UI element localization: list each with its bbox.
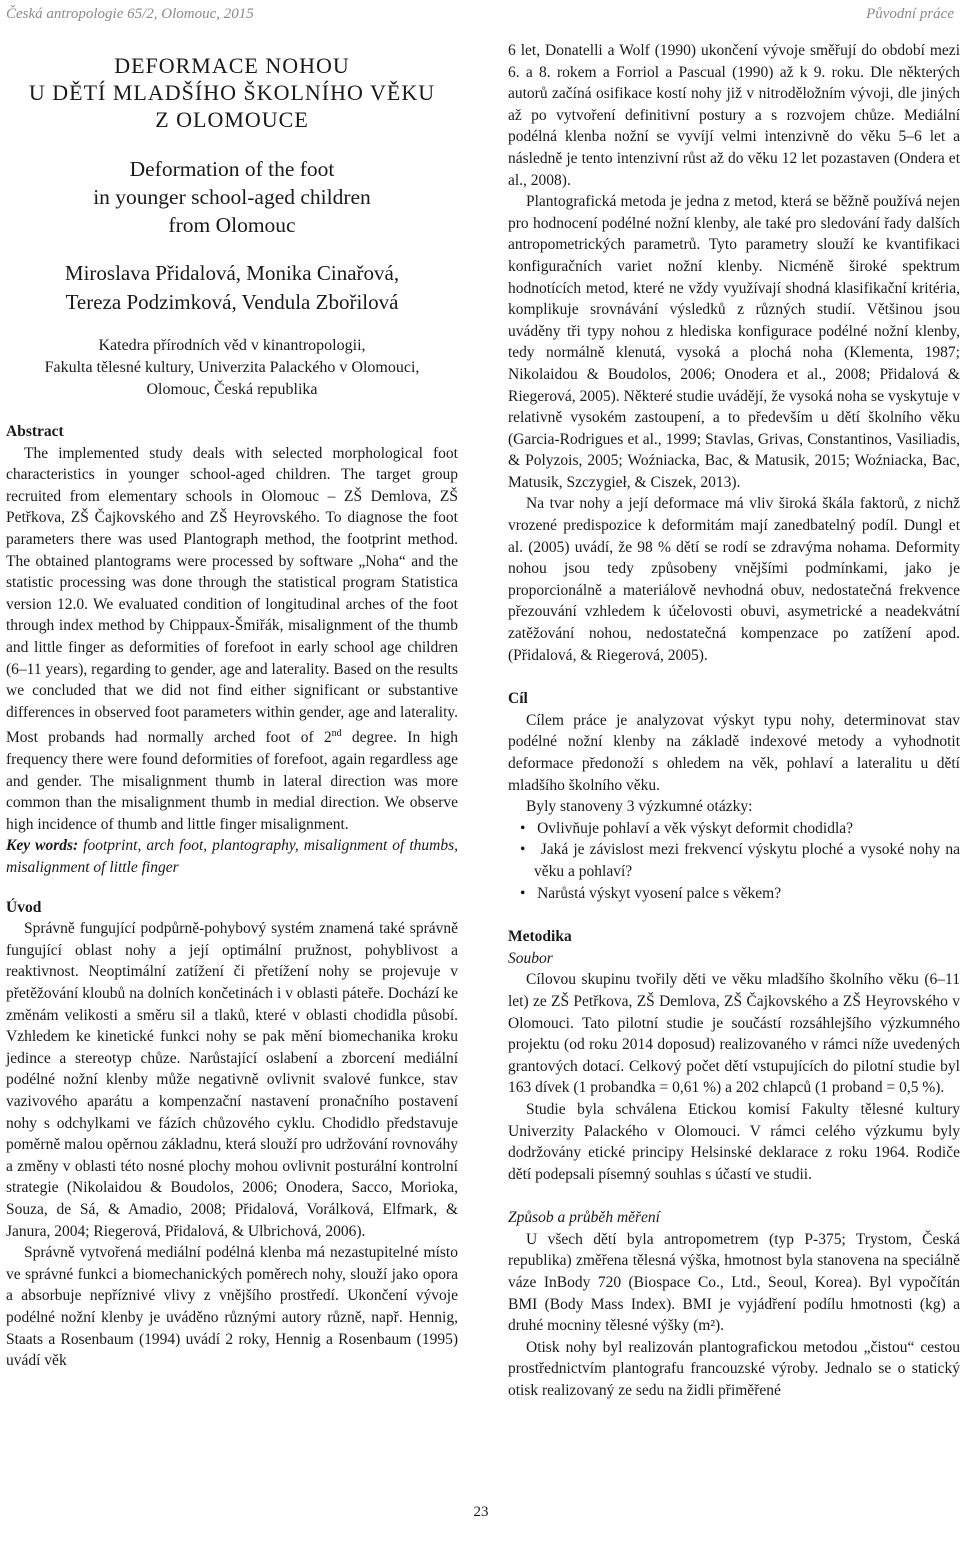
article-type-header: Původní práce: [866, 6, 954, 22]
aim-heading: Cíl: [508, 690, 528, 708]
methods-paragraph-2: Studie byla schválena Etickou komisí Fakulty tělesné kultury Univerzity Palackého v Olomouci. V rámci celého výzkumu byly dodržovány etické principy Helsinské deklarace z roku 1964. Rodiče dětí podepsali písemný souhlas s účastí ve studii.: [508, 1100, 960, 1183]
journal-header: Česká antropologie 65/2, Olomouc, 2015: [6, 6, 254, 22]
abstract-heading: Abstract: [6, 423, 64, 440]
intro-paragraph-3: Plantografická metoda je jedna z metod, která se běžně používá nejen pro hodnocení podélné nožní klenby, ale také pro sledování řady dalších antropometrických parametrů. Tyto parametry slouží ke kvantifikaci konfiguračních variet nožní klenby. Nicméně široké spektrum hodnotících metod, které ne vždy využívají shodná klasifikační kritéria, komplikuje srovnávání výsledků z různých studií. Většinou jsou uváděny tři typy nohou z hlediska konfigurace podélné nožní klenby, tedy normálně klenutá, vysoká a plochá noha (Klementa, 1987; Nikolaidou & Boudolos, 2006; Onodera et al., 2008; Přidalová & Riegerová, 2005). Některé studie uvádějí, že vysoká noha se vyskytuje v relativně vysokém zastoupení, a to především u dětí školního věku (Garcia-Rodrigues et al., 1999; Stavlas, Grivas, Constantinos, Vasiliadis, & Polyzois, 2005; Woźniacka, Bac, & Matusik, 2015; Woźniacka, Bac, Matusik, Szczygieł, & Ciszek, 2013).: [508, 193, 960, 491]
intro-paragraph-4: Na tvar nohy a její deformace má vliv široká škála faktorů, z nichž vrozené predispozice k deformitám mají zanedbatelný podíl. Dungl et al. (2005) uvádí, že 98 % dětí se rodí se zdravýma nohama. Deformity nohou jsou tedy způsobeny vnějšími podmínkami, jako je proporcionálně a materiálově nevhodná obuv, nedostatečná frekvence přezouvání vzhledem k účelovosti obuvi, asymetrické a neadekvátní zatěžování nohou, nedostatečná kompenzace po zatížení apod. (Přidalová, & Riegerová, 2005).: [508, 495, 960, 664]
aim-question-2: • Jaká je závislost mezi frekvencí výskytu ploché a vysoké nohy na věku a pohlaví?: [520, 841, 960, 880]
abstract-text: The implemented study deals with selected morphological foot characteristics in younger school-aged children. The target group recruited from elementary schools in Olomouc – ZŠ Demlova, ZŠ Petřkova, ZŠ Čajkovského and ZŠ Heyrovského. To diagnose the foot parameters there was used Plantograph method, the footprint method. The obtained plantograms were processed by software „Noha“ and the statistic processing was done through the statistical program Statistica version 12.0. We evaluated condition of longitudinal arches of the foot through index method by Chippaux-Šmiřák, misalignment of the thumb and little finger as deformities of forefoot in early school age children (6–11 years), regarding to gender, age and laterality. Based on the results we concluded that we did not find either significant or substantive differences in observed foot parameters within gender, age and laterality. Most probands had normally arched foot of 2nd degree. In high frequency there were found deformities of forefoot, again regardless age and gender. The misalignment thumb in lateral direction was more common than the misalignment thumb in medial direction. We observe high incidence of thumb and little finger misalignment.: [6, 444, 458, 833]
aim-question-3: • Narůstá výskyt vyosení palce s věkem?: [520, 884, 782, 902]
title-english: Deformation of the foot in younger school-aged children from Olomouc: [93, 157, 371, 237]
title-czech: DEFORMACE NOHOU U DĚTÍ MLADŠÍHO ŠKOLNÍHO VĚKU Z OLOMOUCE: [28, 53, 436, 132]
aim-paragraph-1: Cílem práce je analyzovat výskyt typu nohy, determinovat stav podélné nožní klenby na základě indexové metody a vyhodnotit deformace předonoží s ohledem na věk, pohlaví a lateralitu u dětí mladšího školního věku.: [508, 711, 960, 794]
methods-subheading-procedure: Způsob a průběh měření: [508, 1209, 660, 1227]
keywords: Key words: footprint, arch foot, plantography, misalignment of thumbs, misalignment of little finger: [6, 837, 458, 877]
intro-heading: Úvod: [6, 898, 42, 916]
methods-heading: Metodika: [508, 928, 572, 946]
methods-paragraph-4: Otisk nohy byl realizován plantografickou metodou „čistou“ cestou prostřednictvím plantografu francouzské výroby. Jednalo se o statický otisk realizovaný ze sedu na židli přiměřené: [508, 1338, 960, 1400]
intro-paragraph-2: Správně vytvořená mediální podélná klenba má nezastupitelné místo ve správné funkci a biomechanických poměrech nohy, slouží jako opora a absorbuje nepříznivé vlivy z vnějšího prostředí. Ukončení vývoje podélné nožní klenby je uváděno různými autory různě, např. Hennig, Staats a Rosenbaum (1994) uvádí 2 roky, Hennig a Rosenbaum (1995) uvádí věk: [6, 1244, 458, 1370]
methods-paragraph-1: Cílovou skupinu tvořily děti ve věku mladšího školního věku (6–11 let) ze ZŠ Petřkova, ZŠ Demlova, ZŠ Čajkovského a ZŠ Heyrovského v Olomouci. Tato pilotní studie je součástí rozsáhlejšího výzkumného projektu (od roku 2014 doposud) realizovaného v rámci níže uvedených grantových dotací. Celkový počet dětí vstupujících do pilotní studie byl 163 dívek (1 probandka = 0,61 %) a 202 chlapců (1 proband = 0,5 %).: [508, 971, 960, 1097]
authors: Miroslava Přidalová, Monika Cinařová, Tereza Podzimková, Vendula Zbořilová: [64, 261, 400, 314]
page-number: 23: [473, 1504, 489, 1520]
aim-question-1: • Ovlivňuje pohlaví a věk výskyt deformit chodidla?: [520, 819, 854, 837]
affiliation: Katedra přírodních věd v kinantropologii, Fakulta tělesné kultury, Univerzita Palackého v Olomouci, Olomouc, Česká republika: [44, 337, 420, 398]
aim-paragraph-2: Byly stanoveny 3 výzkumné otázky:: [526, 798, 753, 816]
methods-paragraph-3: U všech dětí byla antropometrem (typ P-375; Trystom, Česká republika) změřena tělesná výška, hmotnost byla stanovena na speciálně váze InBody 720 (Biospace Co., Ltd., Seoul, Korea). Byl vypočítán BMI (Body Mass Index). BMI je vyjádření podílu hmotnosti (kg) a druhé mocniny tělesné výšky (m²).: [508, 1230, 960, 1335]
right-column: [508, 40, 960, 1402]
methods-subheading-sample: Soubor: [508, 949, 553, 967]
intro-paragraph-1: Správně fungující podpůrně-pohybový systém znamená také správně fungující oblast nohy a její optimální pružnost, pohyblivost a reaktivnost. Neoptimální zatížení či přetížení nohy se projevuje v přetěžování kloubů na dolních končetinách i v oblasti páteře. Dochází ke změnám velikosti a směru sil a tlaků, které v oblasti chodidla působí. Vzhledem ke kinetické funkci nohy se pak mění biomechanika kroku jedince a stereotyp chůze. Narůstající oslabení a zborcení mediální podélné nožní klenby může negativně ovlivnit svalové funkce, stav vazivového aparátu a kompenzační nastavení pronačního postavení nohy s odchylkami ve fázích chůzového cyklu. Chodidlo představuje poměrně malou opěrnou základnu, která slouží pro udržování rovnováhy a změny v oblasti této nosné plochy mohou ovlivnit posturální kontrolní strategie (Nikolaidou & Boudolos, 2006; Onodera, Sacco, Morioka, Souza, de Sá, & Amadio, 2008; Přidalová, Vorálková, Elfmark, & Janura, 2004; Riegerová, Přidalová, & Ulbrichová, 2006).: [6, 920, 458, 1240]
intro-paragraph-2-continued: 6 let, Donatelli a Wolf (1990) ukončení vývoje směřují do období mezi 6. a 8. rokem a Forriol a Pascual (1990) až k 9. roku. Dle některých autorů začíná osifikace kostí nohy již v nitroděložním vývoji, dle jiných až po vytvoření definitivní postury a s rozvojem chůze. Mediální podélná klenba nožní se vyvíjí velmi intenzivně do věku 5–6 let a následně je tento intenzivní růst až do věku 12 let pozastaven (Ondera et al., 2008).: [508, 42, 960, 189]
left-column: [6, 40, 458, 1372]
